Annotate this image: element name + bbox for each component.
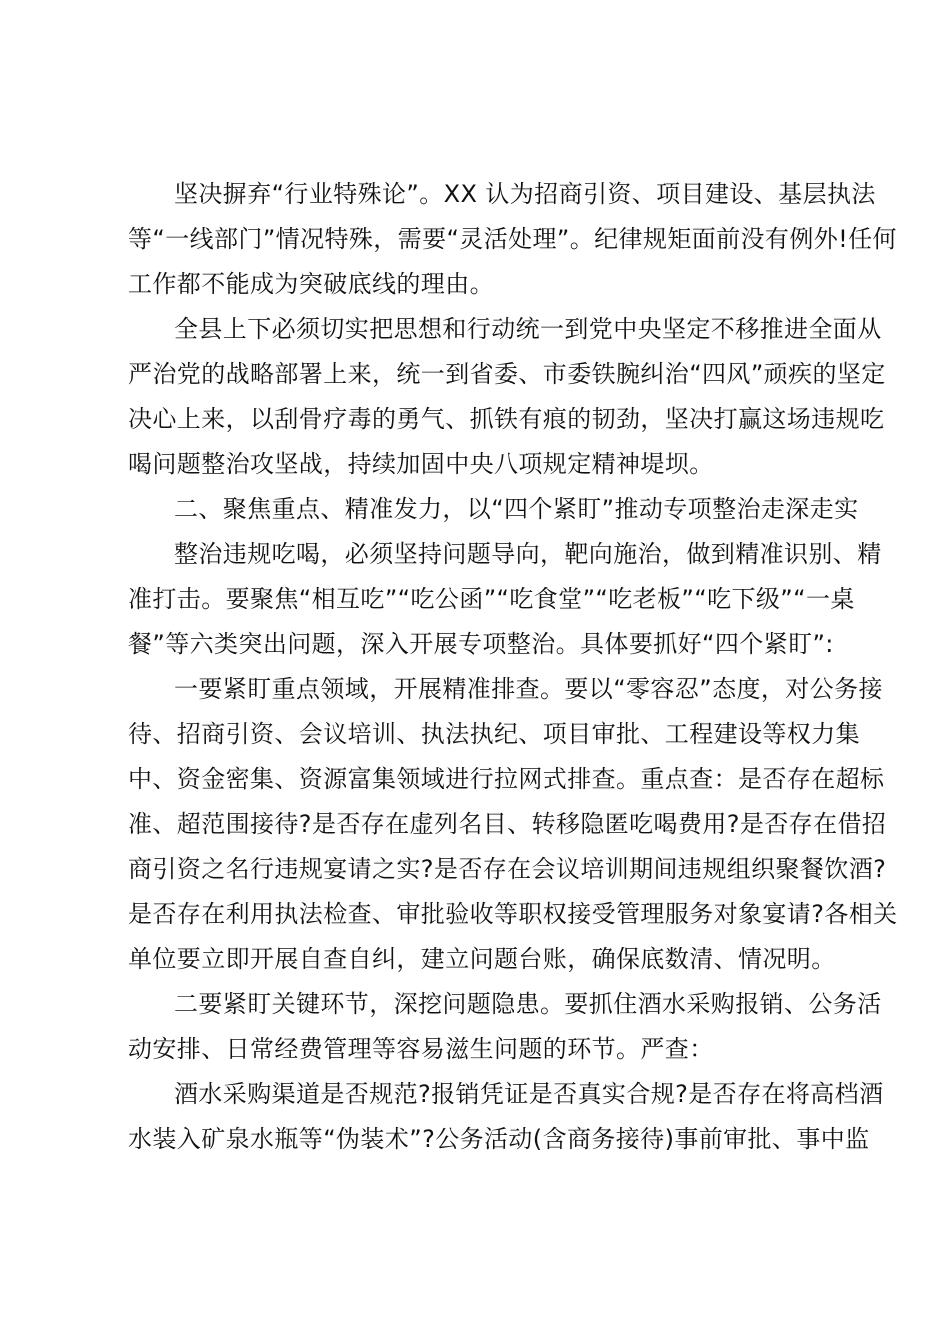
text-line-20: 动安排、日常经费管理等容易滋生问题的环节。严查： [128,1035,714,1063]
text-line-11: 餐”等六类突出问题，深入开展专项整治。具体要抓好“四个紧盯”: [128,630,834,658]
text-line-19: 二要紧盯关键环节，深挖问题隐患。要抓住酒水采购报销、公务活 [174,990,882,1018]
text-line-18: 单位要立即开展自查自纠，建立问题台账，确保底数清、情况明。 [128,945,836,973]
text-line-2: 等“一线部门”情况特殊，需要“灵活处理”。纪律规矩面前没有例外!任何 [128,225,897,253]
section-heading: 二、聚焦重点、精准发力，以“四个紧盯”推动专项整治走深走实 [174,495,859,523]
text-line-9: 整治违规吃喝，必须坚持问题导向，靶向施治，做到精准识别、精 [174,540,882,568]
text-line-7: 喝问题整治攻坚战，持续加固中央八项规定精神堤坝。 [128,450,714,478]
text-line-6: 决心上来，以刮骨疗毒的勇气、抓铁有痕的韧劲，坚决打赢这场违规吃 [128,405,885,433]
text-line-1: 坚决摒弃“行业特殊论”。XX 认为招商引资、项目建设、基层执法 [174,180,876,208]
text-line-13: 待、招商引资、会议培训、执法执纪、项目审批、工程建设等权力集 [128,720,860,748]
text-line-10: 准打击。要聚焦“相互吃”“吃公函”“吃食堂”“吃老板”“吃下级”“一桌 [128,585,855,613]
text-line-5: 严治党的战略部署上来，统一到省委、市委铁腕纠治“四风”顽疾的坚定 [128,360,886,388]
text-line-21: 酒水采购渠道是否规范?报销凭证是否真实合规?是否存在将高档酒 [174,1080,884,1108]
text-line-17: 是否存在利用执法检查、审批验收等职权接受管理服务对象宴请?各相关 [128,900,898,928]
text-line-16: 商引资之名行违规宴请之实?是否存在会议培训期间违规组织聚餐饮酒? [128,855,887,883]
text-line-4: 全县上下必须切实把思想和行动统一到党中央坚定不移推进全面从 [174,315,882,343]
text-line-12: 一要紧盯重点领域，开展精准排查。要以“零容忍”态度，对公务接 [174,675,883,703]
text-line-14: 中、资金密集、资源富集领域进行拉网式排查。重点查：是否存在超标 [128,765,885,793]
text-line-15: 准、超范围接待?是否存在虚列名目、转移隐匿吃喝费用?是否存在借招 [128,810,887,838]
text-line-22: 水装入矿泉水瓶等“伪装术”?公务活动(含商务接待)事前审批、事中监 [128,1125,870,1153]
text-line-3: 工作都不能成为突破底线的理由。 [128,270,494,298]
